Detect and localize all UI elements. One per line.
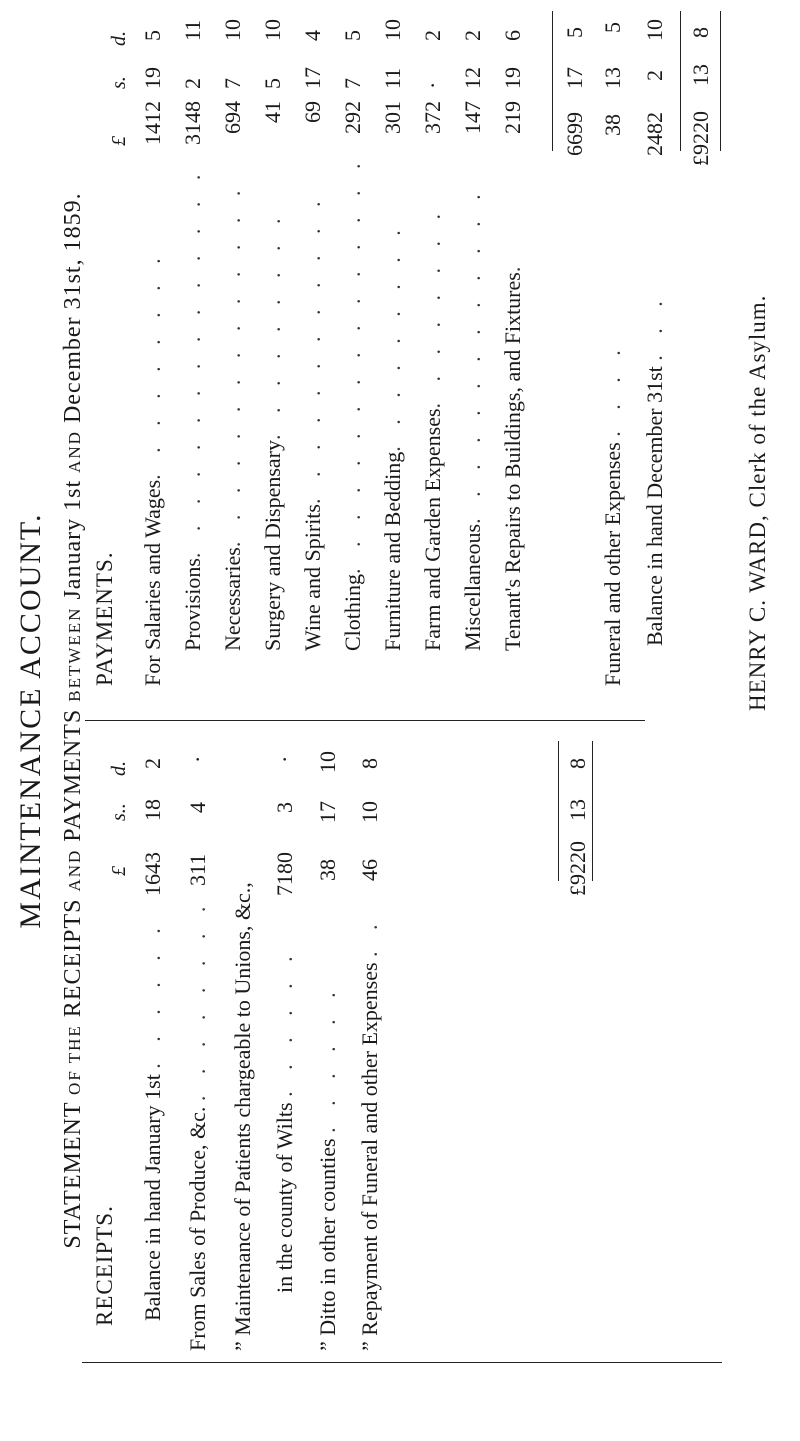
payment-extra-row [600, 342, 626, 686]
payment-pence: 5 [340, 30, 365, 41]
document-title: MAINTENANCE ACCOUNT. [14, 512, 47, 929]
subtitle-and: AND [65, 848, 84, 892]
payment-extra-pence: 10 [642, 19, 667, 41]
receipt-shillings: 3 [272, 802, 297, 813]
payments-subtotal-rule [552, 11, 553, 151]
payment-label: Furniture and Bedding [380, 451, 405, 651]
payment-shillings: 5 [260, 78, 285, 89]
payment-pounds: 69 [300, 101, 325, 123]
receipt-label: From Sales of Produce, &c. [185, 1106, 210, 1351]
payment-shillings: · [420, 81, 445, 89]
payments-total-underline [720, 11, 721, 151]
payment-extra-label: Balance in hand December 31st [642, 366, 667, 646]
leader-dots: . . . . . . . . . . . . [300, 193, 325, 504]
receipt-pounds: 311 [185, 853, 210, 886]
payment-label: Provisions [180, 558, 205, 651]
payment-extra-pounds: 38 [600, 114, 625, 136]
receipt-pounds: 1643 [140, 852, 165, 896]
payment-pence: 10 [380, 19, 405, 41]
leader-dots: . . . . . . [315, 984, 340, 1133]
payment-pounds: 41 [260, 101, 285, 123]
payment-row [260, 211, 286, 652]
payment-pence: 11 [180, 19, 205, 41]
receipt-label: ” Repayment of Funeral and other Expenses [357, 962, 382, 1351]
payment-pounds: 147 [460, 101, 485, 134]
receipt-label: ” Ditto in other counties [315, 1138, 340, 1351]
payment-row [180, 167, 206, 651]
payment-pounds: 372 [420, 101, 445, 134]
payment-label: Clothing [340, 573, 365, 651]
payments-subtotal-pence: 5 [562, 27, 587, 38]
payments-col-pounds: £ [108, 136, 130, 146]
leader-dots: . . . . . . . . [185, 898, 210, 1102]
leader-dots: . . . . [600, 342, 625, 437]
subtitle-part5: December 31st, 1859. [60, 192, 86, 424]
payment-shillings: 7 [340, 78, 365, 89]
receipt-label: in the county of Wilts [272, 1102, 297, 1293]
leader-dots: . . . . . . . . . . . . . . [220, 182, 245, 548]
payment-pounds: 3148 [180, 101, 205, 145]
payments-total-rule [680, 11, 681, 151]
payment-shillings: 19 [140, 67, 165, 89]
payments-subtotal-pounds: 6699 [562, 112, 587, 156]
payment-row [300, 194, 326, 652]
payment-row [140, 250, 166, 686]
payment-pence: 5 [140, 30, 165, 41]
receipt-shillings: 10 [357, 801, 382, 823]
payment-label: Necessaries [220, 547, 245, 651]
receipt-row [185, 899, 211, 1351]
receipt-row [272, 948, 298, 1293]
payment-shillings: 17 [300, 67, 325, 89]
payment-shillings: 2 [180, 78, 205, 89]
payment-extra-shillings: 2 [642, 70, 667, 81]
payment-shillings: 12 [460, 67, 485, 89]
payment-label: Farm and Garden Expenses [420, 408, 445, 651]
receipts-col-pounds: £ [108, 866, 130, 876]
subtitle-of-the: OF THE [65, 1024, 84, 1095]
payment-label: Wine and Spirits [300, 504, 325, 651]
subtitle-between: BETWEEN [65, 606, 84, 702]
leader-dots: . . . . . . . . . . . . . [460, 186, 485, 524]
payment-pounds: 694 [220, 101, 245, 134]
payment-label: Surgery and Dispensary [260, 440, 285, 651]
payment-row [420, 206, 446, 651]
receipt-shillings: 18 [140, 799, 165, 821]
payment-extra-pounds: 2482 [642, 112, 667, 156]
subtitle-part4: January 1st [60, 479, 86, 600]
leader-dots: . . . . . . [140, 920, 165, 1069]
leader-dots: . . . . . . [272, 948, 297, 1097]
payments-subtotal-shillings: 17 [562, 67, 587, 89]
receipts-total-rule [558, 741, 559, 881]
payment-row [500, 259, 526, 651]
payments-total-pounds: £9220 [688, 111, 713, 166]
leader-dots: . . . . . . . . . . . . . . . . [340, 155, 365, 574]
leader-dots: . . . . . . . . . [260, 210, 285, 440]
payment-shillings: 11 [380, 67, 405, 89]
receipts-total-shillings: 13 [565, 799, 590, 821]
subtitle-part1: STATEMENT [60, 1101, 86, 1249]
leader-dots: . . . . . . . . . . . . . . . [180, 166, 205, 559]
payment-label: For Salaries and Wages [140, 479, 165, 686]
subtitle-part3: PAYMENTS [60, 708, 86, 842]
receipt-row [140, 920, 166, 1321]
payment-label: Miscellaneous [460, 523, 485, 651]
payment-pence: 2 [460, 30, 485, 41]
receipt-pounds: 38 [315, 859, 340, 881]
receipts-col-shillings: s.. [108, 803, 130, 821]
leader-dots: . [500, 258, 525, 273]
document-subtitle [60, 0, 87, 1441]
payment-row [340, 155, 366, 651]
leader-dots: . . . . . . . . . [380, 222, 405, 452]
leader-dots: . . [357, 916, 382, 957]
center-divider-rule [85, 720, 645, 721]
payment-row [460, 186, 486, 651]
leader-dots: . . . . . . . . [420, 205, 445, 409]
receipt-label: ” Maintenance of Patients chargeable to Unions, &c., [230, 882, 255, 1351]
payment-row [220, 183, 246, 651]
receipt-shillings: 4 [185, 802, 210, 813]
payment-pence: 6 [500, 30, 525, 41]
receipt-shillings: 17 [315, 801, 340, 823]
payment-pounds: 1412 [140, 101, 165, 145]
payment-extra-row [642, 293, 668, 646]
payment-extra-shillings: 13 [600, 67, 625, 89]
payment-pounds: 219 [500, 101, 525, 134]
receipt-label: Balance in hand January 1st [140, 1074, 165, 1321]
payment-label: Tenant's Repairs to Buildings, and Fixtures [500, 272, 525, 651]
payment-shillings: 19 [500, 67, 525, 89]
receipt-pence: 8 [357, 758, 382, 769]
payment-pounds: 301 [380, 101, 405, 134]
receipts-heading: RECEIPTS. [92, 1205, 117, 1326]
subtitle-part2: RECEIPTS [60, 898, 86, 1018]
receipts-total-underline [592, 741, 593, 881]
payment-shillings: 7 [220, 78, 245, 89]
receipt-row [357, 916, 383, 1351]
leader-dots: . . . [642, 293, 667, 361]
payments-col-shillings: s. [108, 76, 130, 89]
receipts-total-pounds: £9220 [565, 841, 590, 896]
receipt-row [230, 882, 256, 1351]
receipt-pence: 2 [140, 758, 165, 769]
payment-pounds: 292 [340, 101, 365, 134]
receipt-row [315, 984, 341, 1351]
receipt-pence: · [185, 755, 210, 763]
payment-pence: 10 [220, 19, 245, 41]
payment-pence: 10 [260, 19, 285, 41]
receipts-total-pence: 8 [565, 758, 590, 769]
receipt-pounds: 7180 [272, 852, 297, 896]
receipt-pence: 10 [315, 751, 340, 773]
payment-extra-label: Funeral and other Expenses [600, 442, 625, 686]
leader-dots: . . . . . . . . . [140, 250, 165, 480]
payments-col-pence: d. [108, 31, 130, 46]
payments-heading: PAYMENTS. [92, 551, 117, 686]
payment-pence: 2 [420, 30, 445, 41]
subtitle-and-2: AND [65, 430, 84, 473]
payment-pence: 4 [300, 30, 325, 41]
receipts-col-pence: d. [108, 761, 130, 776]
payments-total-pence: 8 [688, 27, 713, 38]
payment-extra-pence: 5 [600, 22, 625, 33]
payments-total-shillings: 13 [688, 64, 713, 86]
receipt-pounds: 46 [357, 859, 382, 881]
left-margin-rule [82, 1362, 722, 1363]
receipt-pence: · [272, 755, 297, 763]
payment-row [380, 222, 406, 651]
clerk-signature: HENRY C. WARD, Clerk of the Asylum. [745, 294, 770, 711]
